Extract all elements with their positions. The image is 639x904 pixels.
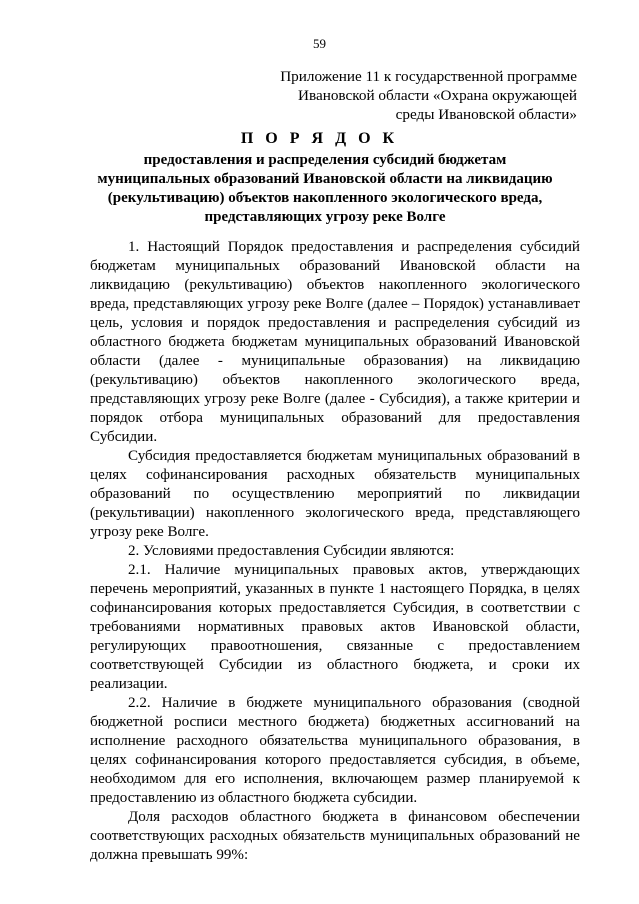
subtitle-line: предоставления и распределения субсидий бюджетам bbox=[143, 152, 507, 168]
paragraph-condition-2-2: 2.2. Наличие в бюджете муниципального образования (сводной бюджетной росписи местного бюджета) бюджетных ассигнований на исполнение расходного обязательства муниципального образования, в целях софинансирования которого предоставляется субсидия, в объеме, необходимом для его исполнения, включающем размер планируемой к предоставлению из областного бюджета субсидии. bbox=[90, 695, 580, 806]
document-subtitle bbox=[90, 151, 560, 227]
page-number: 59 bbox=[313, 36, 326, 51]
paragraph-conditions-heading: 2. Условиями предоставления Субсидии являются: bbox=[128, 543, 455, 559]
subtitle-line: представляющих угрозу реке Волге bbox=[204, 209, 446, 225]
paragraph-condition-2-1: 2.1. Наличие муниципальных правовых актов, утверждающих перечень мероприятий, указанных в пункте 1 настоящего Порядка, в целях софинансирования которых предоставляется Субсидия, в соответствии с требованиями нормативных правовых актов Ивановской области, регулирующих правоотношения, связанные с предоставлением соответствующей Субсидии из областного бюджета, и сроки их реализации. bbox=[90, 562, 580, 692]
subtitle-line: (рекультивацию) объектов накопленного экологического вреда, bbox=[107, 190, 543, 206]
appendix-note bbox=[247, 67, 577, 124]
appendix-line: Ивановской области «Охрана окружающей bbox=[298, 87, 577, 104]
paragraph-subsidy-goal: Субсидия предоставляется бюджетам муниципальных образований в целях софинансирования расходных обязательств муниципальных образований по осуществлению мероприятий по ликвидации (рекультивации) накопленного экологического вреда, представляющего угрозу реке Волге. bbox=[90, 448, 580, 540]
paragraph-purpose: 1. Настоящий Порядок предоставления и распределения субсидий бюджетам муниципальных образований Ивановской области на ликвидацию (рекультивацию) объектов накопленного экологического вреда, представляющих угрозу реке Волге (далее – Порядок) устанавливает цель, условия и порядок предоставления и распределения субсидий из областного бюджета бюджетам муниципальных образований Ивановской области (далее - муниципальные образования) на ликвидацию (рекультивацию) объектов накопленного экологического вреда, представляющих угрозу реке Волге (далее - Субсидия), а также критерии и порядок отбора муниципальных образований для предоставления Субсидии. bbox=[90, 239, 580, 445]
paragraph-budget-share: Доля расходов областного бюджета в финансовом обеспечении соответствующих расходных обязательств муниципальных образований не должна превышать 99%: bbox=[90, 809, 580, 863]
subtitle-line: муниципальных образований Ивановской области на ликвидацию bbox=[97, 171, 553, 187]
document-title: П О Р Я Д О К bbox=[240, 130, 399, 147]
appendix-line: Приложение 11 к государственной программе bbox=[280, 68, 577, 85]
document-body bbox=[90, 238, 580, 865]
appendix-line: среды Ивановской области» bbox=[395, 106, 577, 123]
